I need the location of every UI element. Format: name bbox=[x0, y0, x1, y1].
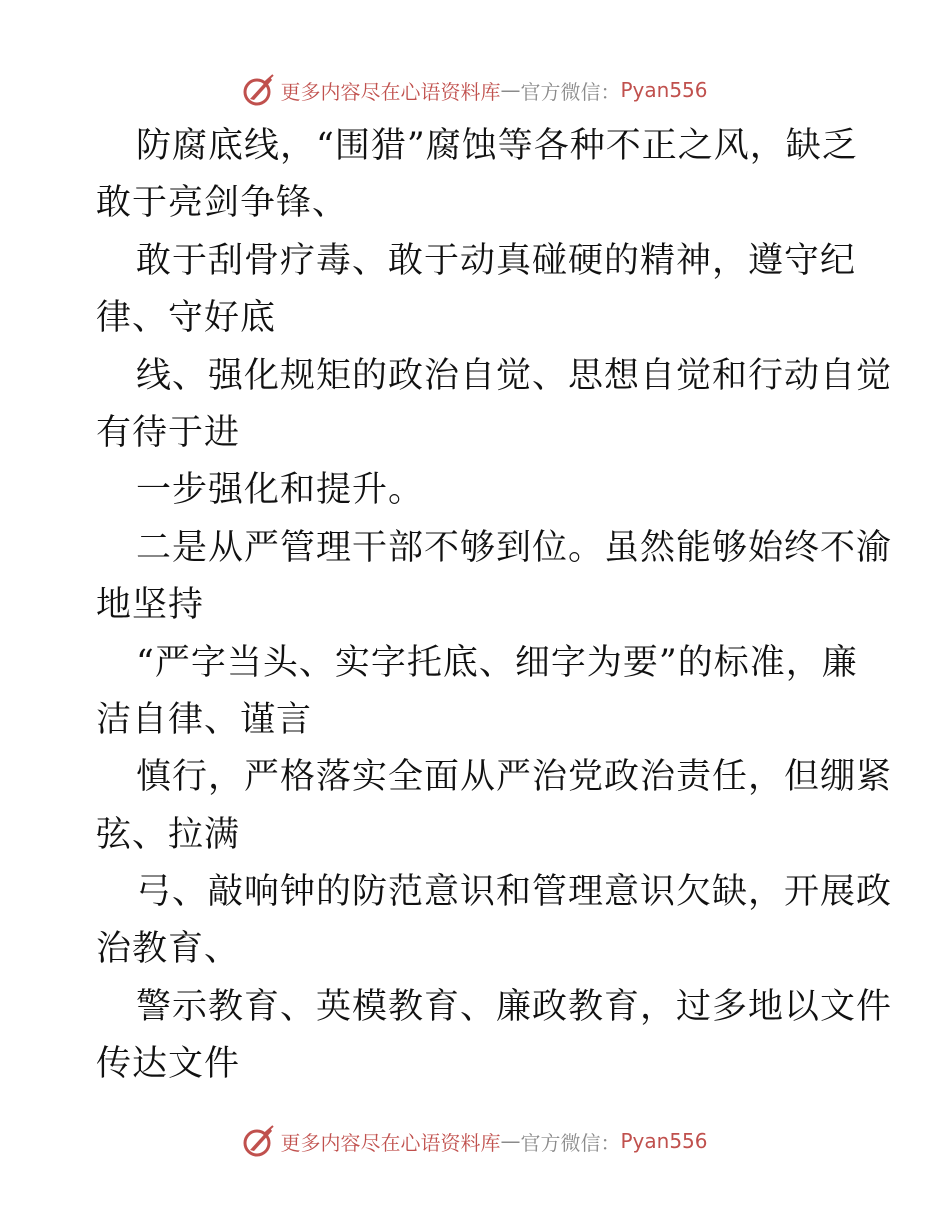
watermark-main-text: 更多内容尽在心语资料库 bbox=[280, 1130, 501, 1155]
text-line: 一步强化和提升。 bbox=[136, 470, 425, 511]
text-line: 敢于刮骨疗毒、敢于动真碰硬的精神，遵守纪 bbox=[136, 240, 857, 281]
text-line: 有待于进 bbox=[96, 412, 241, 453]
text-line: 地坚持 bbox=[96, 585, 205, 626]
text-line: 传达文件 bbox=[96, 1044, 241, 1085]
document-body bbox=[96, 118, 893, 1094]
watermark-sub-text: 官方微信： bbox=[520, 79, 621, 104]
watermark-sub-text: 官方微信： bbox=[520, 1130, 621, 1155]
text-line: 治教育、 bbox=[96, 929, 241, 970]
watermark-wechat-id: Pyan556 bbox=[620, 1129, 708, 1153]
watermark-dash: — bbox=[500, 1129, 521, 1153]
text-line: 警示教育、英模教育、廉政教育，过多地以文件 bbox=[136, 986, 893, 1027]
text-line: 敢于亮剑争锋、 bbox=[96, 183, 349, 224]
text-line: 二是从严管理干部不够到位。虽然能够始终不渝 bbox=[136, 527, 893, 568]
text-line: 线、强化规矩的政治自觉、思想自觉和行动自觉 bbox=[136, 355, 893, 396]
text-line: “严字当头、实字托底、细字为要”的标准，廉 bbox=[136, 642, 858, 683]
text-line: 弦、拉满 bbox=[96, 814, 241, 855]
text-line: 防腐底线，“围猎”腐蚀等各种不正之风，缺乏 bbox=[136, 126, 858, 166]
text-line: 律、守好底 bbox=[96, 298, 277, 339]
quill-logo-icon bbox=[242, 1124, 276, 1158]
quill-logo-icon bbox=[242, 73, 276, 107]
text-line: 洁自律、谨言 bbox=[96, 699, 313, 740]
watermark-main-text: 更多内容尽在心语资料库 bbox=[280, 79, 501, 104]
text-line: 弓、敲响钟的防范意识和管理意识欠缺，开展政 bbox=[136, 872, 893, 913]
footer-watermark bbox=[0, 1121, 950, 1161]
header-watermark bbox=[0, 70, 950, 110]
text-line: 慎行，严格落实全面从严治党政治责任，但绷紧 bbox=[136, 757, 893, 798]
watermark-dash: — bbox=[500, 78, 521, 102]
watermark-wechat-id: Pyan556 bbox=[620, 78, 708, 102]
